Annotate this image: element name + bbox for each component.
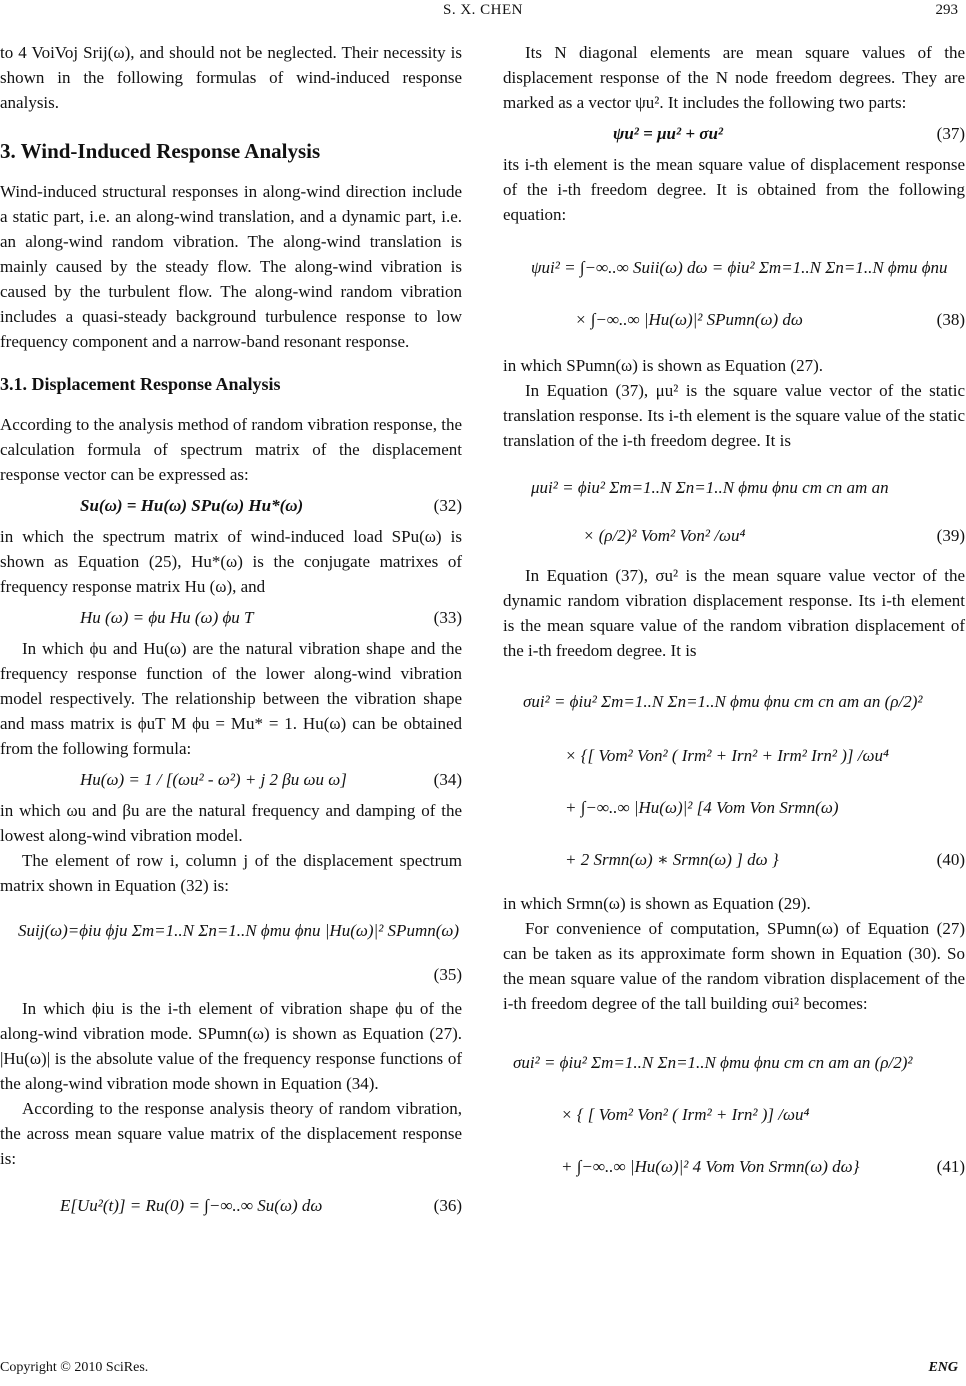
paragraph: According to the response analysis theory of random vibration, the across mean square value matrix of the displacement response is: <box>0 1099 462 1168</box>
equation-32 <box>0 493 462 518</box>
equation-line-3: + ∫−∞..∞ |Hu(ω)|² 4 Vom Von Srmn(ω) dω} <box>561 1157 860 1176</box>
equation-number: (39) <box>936 526 965 545</box>
equation-line-1: μui² = ϕiu² Σm=1..N Σn=1..N ϕmu ϕnu cm cn am an <box>531 478 889 497</box>
left-column <box>0 40 462 1224</box>
equation-line-1: σui² = ϕiu² Σm=1..N Σn=1..N ϕmu ϕnu cm cn am an (ρ/2)² <box>513 1053 913 1072</box>
equation-number: (32) <box>433 496 462 515</box>
equation-number: (40) <box>936 850 965 869</box>
equation-35 <box>0 904 462 984</box>
section-paragraph: Wind-induced structural responses in along-wind direction include a static part, i.e. an along-wind translation, and a dynamic part, i.e. an along-wind random vibration. The along-wind translation is mainly caused by the steady flow. The along-wind vibration is caused by the turbulent flow. The along-wind random vibration includes a quasi-steady background turbulence response to low frequency component and a narrow-band resonant response. <box>0 182 462 351</box>
intro-paragraph: to 4 VoiVoj Srij(ω), and should not be neglected. Their necessity is shown in the following formulas of wind-induced response analysis. <box>0 43 462 112</box>
paragraph: The element of row i, column j of the displacement spectrum matrix shown in Equation (32) is: <box>0 851 462 895</box>
equation-line-2: × (ρ/2)² Vom² Von² /ωu⁴ <box>583 526 746 545</box>
equation-36 <box>0 1193 462 1218</box>
running-title: S. X. CHEN <box>442 2 523 18</box>
equation-37 <box>503 121 965 146</box>
page-number: 293 <box>935 2 958 18</box>
equation-line-3: + ∫−∞..∞ |Hu(ω)|² [4 Vom Von Srmn(ω) <box>565 798 839 817</box>
paragraph: in which SPumn(ω) is shown as Equation (27). <box>503 356 824 375</box>
paragraph: In Equation (37), σu² is the mean square value vector of the dynamic random vibration displacement response. Its i-th element is the mean square value of the random vibration displacement of the i-th freedom degree. It is <box>503 566 965 660</box>
section-heading: 3. Wind-Induced Response Analysis <box>0 139 321 163</box>
equation-number: (34) <box>433 770 462 789</box>
equation-line-2: × ∫−∞..∞ |Hu(ω)|² SPumn(ω) dω <box>575 310 803 329</box>
paragraph: In which ϕiu is the i-th element of vibration shape ϕu of the along-wind vibration mode. SPumn(ω) is shown as Equation (27). |Hu(ω)| is the absolute value of the frequency response functions of the along-wind vibration mode shown in Equation (34). <box>0 999 462 1093</box>
equation-41 <box>503 1028 965 1196</box>
equation-number: (38) <box>936 310 965 329</box>
paragraph: in which the spectrum matrix of wind-induced load SPu(ω) is shown as Equation (25), Hu*(ω) is the conjugate matrixes of frequency response matrix Hu (ω), and <box>0 527 462 596</box>
equation-line-1: σui² = ϕiu² Σm=1..N Σn=1..N ϕmu ϕnu cm cn am an (ρ/2)² <box>523 692 923 711</box>
copyright: Copyright © 2010 SciRes. <box>0 1360 149 1375</box>
paragraph: According to the analysis method of random vibration response, the calculation formula of spectrum matrix of the displacement response vector can be expressed as: <box>0 415 462 484</box>
paragraph: in which Srmn(ω) is shown as Equation (29). <box>503 894 811 913</box>
paragraph: For convenience of computation, SPumn(ω) of Equation (27) can be taken as its approximate form shown in Equation (30). So the mean square value of the random vibration displacement of the i-th freedom degree of the tall building σui² becomes: <box>503 919 965 1013</box>
equation-body: ψu² = μu² + σu² <box>613 124 724 143</box>
paragraph: In Equation (37), μu² is the square value vector of the static translation response. Its i-th element is the square value of the static translation of the i-th freedom degree. It is <box>503 381 965 450</box>
equation-line-2: × {[ Vom² Von² ( Irm² + Irn² + Irm² Irn² )] /ωu⁴ <box>565 746 889 765</box>
paragraph: in which ωu and βu are the natural frequency and damping of the lowest along-wind vibration model. <box>0 801 462 845</box>
equation-line-2: × { [ Vom² Von² ( Irm² + Irn² )] /ωu⁴ <box>561 1105 810 1124</box>
equation-39 <box>503 463 965 557</box>
equation-33 <box>0 605 462 630</box>
journal-abbrev: ENG <box>928 1360 958 1375</box>
paragraph: In which ϕu and Hu(ω) are the natural vibration shape and the frequency response function of the lower along-wind vibration model respectively. The relationship between the vibration shape and mass matrix is ϕuT M ϕu = Mu* = 1. Hu(ω) can be obtained from the following formula: <box>0 639 462 758</box>
equation-body: Hu(ω) = 1 / [(ωu² - ω²) + j 2 βu ωu ω] <box>80 770 347 789</box>
equation-body: Su(ω) = Hu(ω) SPu(ω) Hu*(ω) <box>80 496 304 515</box>
page-header <box>0 0 966 24</box>
equation-body: E[Uu²(t)] = Ru(0) = ∫−∞..∞ Su(ω) dω <box>60 1196 323 1215</box>
equation-line-1: ψui² = ∫−∞..∞ Suii(ω) dω = ϕiu² Σm=1..N Σn=1..N ϕmu ϕnu <box>531 258 948 277</box>
equation-body: Suij(ω)=ϕiu ϕju Σm=1..N Σn=1..N ϕmu ϕnu |Hu(ω)|² SPumn(ω) <box>18 921 460 940</box>
subsection-heading: 3.1. Displacement Response Analysis <box>0 374 281 394</box>
equation-38 <box>503 241 965 339</box>
equation-number: (41) <box>936 1157 965 1176</box>
paragraph: Its N diagonal elements are mean square values of the displacement response of the N node freedom degrees. They are marked as a vector ψu². It includes the following two parts: <box>503 43 965 112</box>
equation-40 <box>503 673 965 885</box>
paragraph: its i-th element is the mean square value of displacement response of the i-th freedom degree. It is obtained from the following equation: <box>503 155 965 224</box>
equation-number: (33) <box>433 608 462 627</box>
equation-line-4: + 2 Srmn(ω) ∗ Srmn(ω) ] dω } <box>565 850 779 869</box>
equation-number: (35) <box>433 965 462 984</box>
right-column <box>503 40 965 1202</box>
equation-number: (36) <box>433 1196 462 1215</box>
equation-34 <box>0 767 462 792</box>
equation-number: (37) <box>936 124 965 143</box>
equation-body: Hu (ω) = ϕu Hu (ω) ϕu T <box>80 608 254 627</box>
